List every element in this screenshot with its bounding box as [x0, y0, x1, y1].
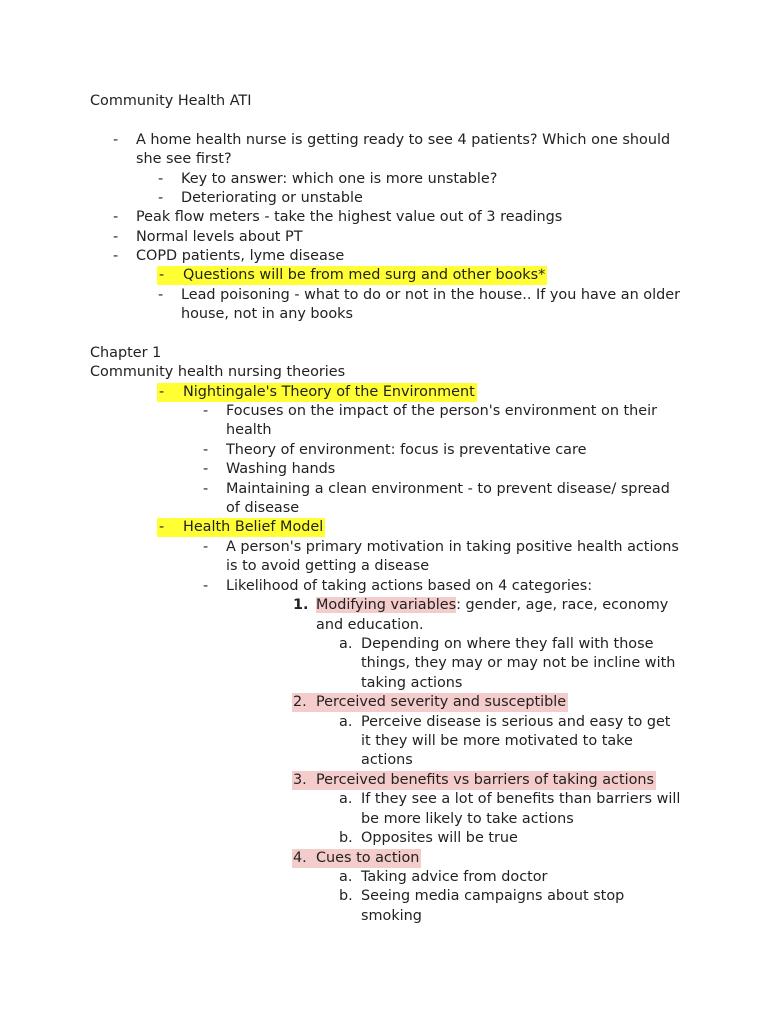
theory-title: Health Belief Model	[183, 519, 324, 535]
highlighted-numbered-item	[292, 693, 568, 712]
number-marker: 4.	[293, 850, 307, 866]
list-item: house, not in any books	[181, 306, 353, 322]
list-item: A home health nurse is getting ready to see 4 patients? Which one should	[136, 132, 671, 148]
list-item: Likelihood of taking actions based on 4 categories:	[226, 578, 593, 594]
bullet-dash: -	[203, 481, 209, 497]
sub-item: Depending on where they fall with those	[361, 636, 654, 652]
sub-item: Taking advice from doctor	[361, 869, 548, 885]
highlighted-item	[157, 266, 547, 285]
category-label: Perceived benefits vs barriers of taking actions	[316, 772, 655, 788]
letter-marker: b.	[339, 830, 353, 846]
number-marker: 3.	[293, 772, 307, 788]
list-item: of disease	[226, 500, 300, 516]
list-item: Theory of environment: focus is preventative care	[226, 442, 587, 458]
list-item: Key to answer: which one is more unstable?	[181, 171, 498, 187]
highlighted-numbered-item	[292, 849, 421, 868]
list-item: COPD patients, lyme disease	[136, 248, 345, 264]
bullet-dash: -	[158, 287, 164, 303]
list-item: Normal levels about PT	[136, 229, 303, 245]
highlighted-numbered-item	[292, 771, 656, 790]
category-label: Cues to action	[316, 850, 420, 866]
number-marker: 1.	[293, 597, 309, 613]
letter-marker: a.	[339, 636, 353, 652]
bullet-dash: -	[203, 442, 209, 458]
numbered-item: and education.	[316, 617, 424, 633]
bullet-dash: -	[159, 384, 165, 400]
bullet-dash: -	[203, 578, 209, 594]
bullet-dash: -	[113, 209, 119, 225]
letter-marker: a.	[339, 714, 353, 730]
category-text: : gender, age, race, economy	[456, 597, 669, 613]
list-item: she see first?	[136, 151, 232, 167]
sub-item: actions	[361, 752, 413, 768]
bullet-dash: -	[159, 519, 165, 535]
bullet-dash: -	[203, 403, 209, 419]
sub-item: smoking	[361, 908, 422, 924]
list-item: Peak flow meters - take the highest value out of 3 readings	[136, 209, 563, 225]
list-item-text: Questions will be from med surg and other books*	[183, 267, 546, 283]
bullet-dash: -	[203, 461, 209, 477]
sub-item: Perceive disease is serious and easy to get	[361, 714, 671, 730]
letter-marker: a.	[339, 791, 353, 807]
list-item: health	[226, 422, 272, 438]
sub-item: Opposites will be true	[361, 830, 518, 846]
letter-marker: b.	[339, 888, 353, 904]
highlighted-item	[157, 518, 325, 537]
theory-title: Nightingale's Theory of the Environment	[183, 384, 475, 400]
number-marker: 2.	[293, 694, 307, 710]
bullet-dash: -	[158, 190, 164, 206]
letter-marker: a.	[339, 869, 353, 885]
list-item: Deteriorating or unstable	[181, 190, 363, 206]
sub-item: Seeing media campaigns about stop	[361, 888, 625, 904]
sub-item: taking actions	[361, 675, 463, 691]
document-title: Community Health ATI	[90, 93, 252, 109]
list-item: Washing hands	[226, 461, 336, 477]
bullet-dash: -	[113, 248, 119, 264]
list-item: Lead poisoning - what to do or not in the house.. If you have an older	[181, 287, 681, 303]
category-label: Perceived severity and susceptible	[316, 694, 567, 710]
sub-item: things, they may or may not be incline with	[361, 655, 676, 671]
list-item: Focuses on the impact of the person's environment on their	[226, 403, 658, 419]
bullet-dash: -	[203, 539, 209, 555]
list-item: A person's primary motivation in taking positive health actions	[226, 539, 679, 555]
sub-item: be more likely to take actions	[361, 811, 574, 827]
bullet-dash: -	[159, 267, 165, 283]
list-item: is to avoid getting a disease	[226, 558, 430, 574]
category-label: Modifying variables	[316, 597, 457, 613]
highlighted-item	[157, 383, 477, 402]
bullet-dash: -	[113, 132, 119, 148]
sub-item: it they will be more motivated to take	[361, 733, 633, 749]
bullet-dash: -	[113, 229, 119, 245]
bullet-dash: -	[158, 171, 164, 187]
list-item: Maintaining a clean environment - to prevent disease/ spread	[226, 481, 670, 497]
section-heading: Community health nursing theories	[90, 364, 346, 380]
numbered-item	[316, 596, 668, 615]
sub-item: If they see a lot of benefits than barriers will	[361, 791, 681, 807]
chapter-heading: Chapter 1	[90, 345, 162, 361]
